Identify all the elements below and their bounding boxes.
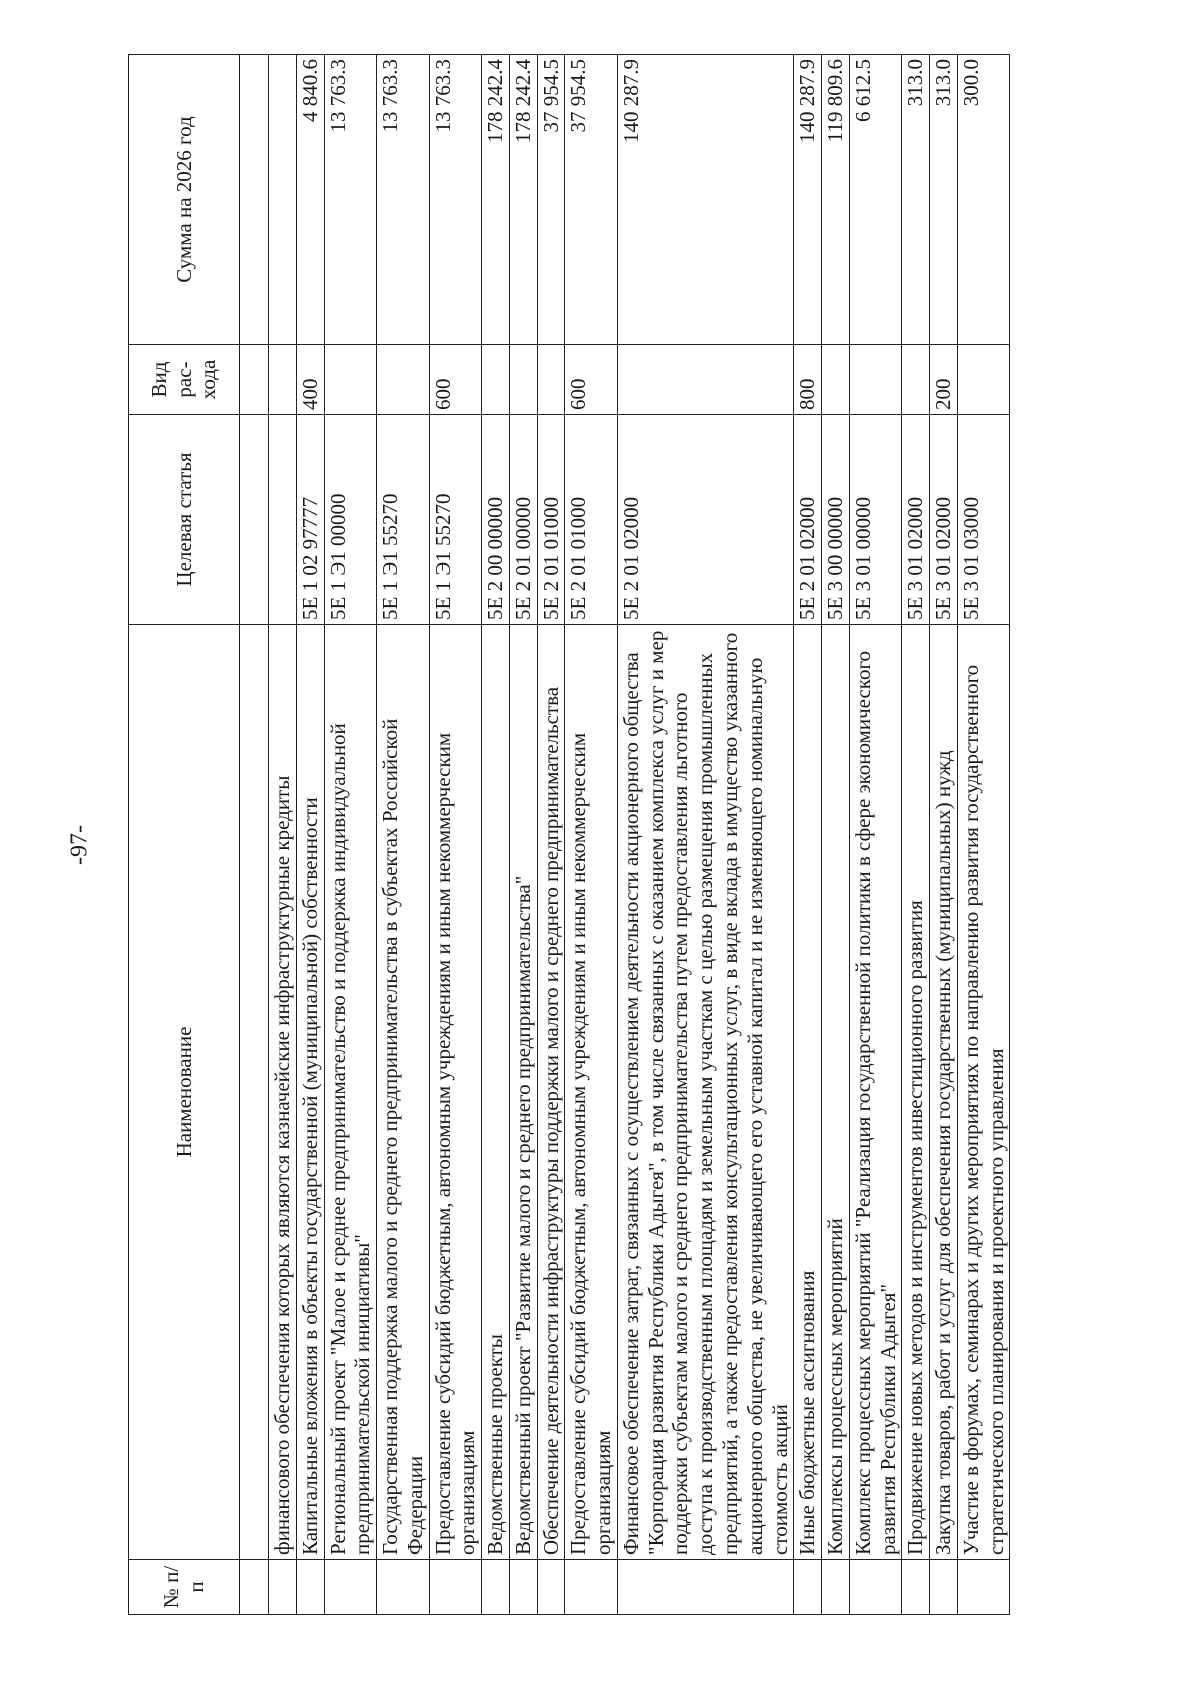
table-row xyxy=(794,55,822,1615)
sum-cell: 13 763.3 xyxy=(324,55,377,345)
name-cell: Комплексы процессных мероприятий xyxy=(822,625,850,1560)
header-code: Целевая статья xyxy=(129,415,240,625)
name-cell: Участие в форумах, семинарах и других мероприятиях по направлению развития государственного стратегического планирования и проектного управления xyxy=(957,625,1010,1560)
table-row xyxy=(957,55,1010,1615)
code-cell: 5Е 1 Э1 00000 xyxy=(324,415,377,625)
name-cell: Закупка товаров, работ и услуг для обеспечения государственных (муниципальных) нужд xyxy=(930,625,958,1560)
table-row xyxy=(240,55,269,1615)
sum-cell xyxy=(240,55,269,345)
code-cell: 5Е 3 01 02000 xyxy=(930,415,958,625)
sum-cell: 37 954.5 xyxy=(565,55,618,345)
type-cell xyxy=(902,345,930,415)
code-cell: 5Е 2 01 02000 xyxy=(617,415,793,625)
table-row xyxy=(324,55,377,1615)
num-cell xyxy=(849,1560,902,1615)
num-cell xyxy=(565,1560,618,1615)
num-cell xyxy=(902,1560,930,1615)
type-cell xyxy=(822,345,850,415)
code-cell: 5Е 2 01 00000 xyxy=(509,415,537,625)
code-cell: 5Е 1 Э1 55270 xyxy=(429,415,482,625)
name-cell: Иные бюджетные ассигнования xyxy=(794,625,822,1560)
sum-cell: 300.0 xyxy=(957,55,1010,345)
name-cell: Капитальные вложения в объекты государственной (муниципальной) собственности xyxy=(296,625,324,1560)
code-cell: 5Е 2 01 01000 xyxy=(565,415,618,625)
code-cell: 5Е 3 01 00000 xyxy=(849,415,902,625)
num-cell xyxy=(617,1560,793,1615)
name-cell: Предоставление субсидий бюджетным, автономным учреждениям и иным некоммерческим организациям xyxy=(429,625,482,1560)
table-row xyxy=(509,55,537,1615)
code-cell: 5Е 1 Э1 55270 xyxy=(377,415,430,625)
table-row xyxy=(617,55,793,1615)
name-cell: Ведомственный проект "Развитие малого и среднего предпринимательства" xyxy=(509,625,537,1560)
table-row xyxy=(565,55,618,1615)
type-cell: 200 xyxy=(930,345,958,415)
type-cell xyxy=(269,345,297,415)
header-num: № п/п xyxy=(129,1560,240,1615)
table-row xyxy=(296,55,324,1615)
code-cell xyxy=(240,415,269,625)
sum-cell: 13 763.3 xyxy=(429,55,482,345)
code-cell: 5Е 3 01 02000 xyxy=(902,415,930,625)
num-cell xyxy=(240,1560,269,1615)
code-cell xyxy=(269,415,297,625)
code-cell: 5Е 3 00 00000 xyxy=(822,415,850,625)
name-cell: Предоставление субсидий бюджетным, автономным учреждениям и иным некоммерческим организациям xyxy=(565,625,618,1560)
num-cell xyxy=(794,1560,822,1615)
name-cell: Комплекс процессных мероприятий "Реализация государственной политики в сфере экономического развития Республики Адыгея" xyxy=(849,625,902,1560)
table-row xyxy=(377,55,430,1615)
table-row xyxy=(822,55,850,1615)
table-header-row xyxy=(129,55,240,1615)
table-body xyxy=(240,55,1010,1615)
type-cell xyxy=(324,345,377,415)
code-cell: 5Е 2 01 01000 xyxy=(537,415,565,625)
type-cell xyxy=(617,345,793,415)
rotated-page xyxy=(128,55,1008,1615)
num-cell xyxy=(957,1560,1010,1615)
num-cell xyxy=(269,1560,297,1615)
sum-cell: 13 763.3 xyxy=(377,55,430,345)
type-cell: 800 xyxy=(794,345,822,415)
num-cell xyxy=(509,1560,537,1615)
num-cell xyxy=(324,1560,377,1615)
sum-cell: 140 287.9 xyxy=(617,55,793,345)
num-cell xyxy=(930,1560,958,1615)
name-cell xyxy=(240,625,269,1560)
num-cell xyxy=(537,1560,565,1615)
table-row xyxy=(269,55,297,1615)
header-type: Вид рас-хода xyxy=(129,345,240,415)
name-cell: Региональный проект "Малое и среднее предпринимательство и поддержка индивидуальной предпринимательской инициативы" xyxy=(324,625,377,1560)
type-cell xyxy=(482,345,510,415)
table-row xyxy=(482,55,510,1615)
sum-cell: 140 287.9 xyxy=(794,55,822,345)
num-cell xyxy=(296,1560,324,1615)
sum-cell: 313.0 xyxy=(930,55,958,345)
type-cell: 600 xyxy=(429,345,482,415)
header-sum: Сумма на 2026 год xyxy=(129,55,240,345)
sum-cell: 313.0 xyxy=(902,55,930,345)
num-cell xyxy=(822,1560,850,1615)
table-row xyxy=(902,55,930,1615)
type-cell xyxy=(849,345,902,415)
sum-cell: 119 809.6 xyxy=(822,55,850,345)
header-name: Наименование xyxy=(129,625,240,1560)
budget-table xyxy=(128,54,1010,1615)
sum-cell xyxy=(269,55,297,345)
name-cell: Ведомственные проекты xyxy=(482,625,510,1560)
type-cell xyxy=(957,345,1010,415)
type-cell xyxy=(377,345,430,415)
sum-cell: 4 840.6 xyxy=(296,55,324,345)
sum-cell: 37 954.5 xyxy=(537,55,565,345)
sum-cell: 6 612.5 xyxy=(849,55,902,345)
code-cell: 5Е 1 02 97777 xyxy=(296,415,324,625)
code-cell: 5Е 2 01 02000 xyxy=(794,415,822,625)
sum-cell: 178 242.4 xyxy=(482,55,510,345)
name-cell: Обеспечение деятельности инфраструктуры поддержки малого и среднего предпринимательства xyxy=(537,625,565,1560)
type-cell xyxy=(509,345,537,415)
code-cell: 5Е 2 00 00000 xyxy=(482,415,510,625)
name-cell: Продвижение новых методов и инструментов инвестиционного развития xyxy=(902,625,930,1560)
table-row xyxy=(429,55,482,1615)
name-cell: Финансовое обеспечение затрат, связанных с осуществлением деятельности акционерного общества "Корпорация развития Республики Адыгея", в том числе связанных с оказанием комплекса услуг и мер поддержки субъектам малого и среднего предпринимательства путем предоставления льготного доступа к производственным площадям и земельным участкам с целью размещения промышленных предприятий, а также предоставления консультационных услуг, в виде вклада в имущество указанного акционерного общества, не увеличивающего его уставной капитал и не изменяющего номинальную стоимость акций xyxy=(617,625,793,1560)
num-cell xyxy=(429,1560,482,1615)
table-row xyxy=(930,55,958,1615)
name-cell: Государственная поддержка малого и среднего предпринимательства в субъектах Российской Федерации xyxy=(377,625,430,1560)
name-cell: финансового обеспечения которых являются казначейские инфраструктурные кредиты xyxy=(269,625,297,1560)
table-row xyxy=(537,55,565,1615)
type-cell: 600 xyxy=(565,345,618,415)
num-cell xyxy=(377,1560,430,1615)
table-row xyxy=(849,55,902,1615)
sum-cell: 178 242.4 xyxy=(509,55,537,345)
code-cell: 5Е 3 01 03000 xyxy=(957,415,1010,625)
type-cell: 400 xyxy=(296,345,324,415)
page-number: -97- xyxy=(66,825,93,865)
type-cell xyxy=(240,345,269,415)
num-cell xyxy=(482,1560,510,1615)
type-cell xyxy=(537,345,565,415)
